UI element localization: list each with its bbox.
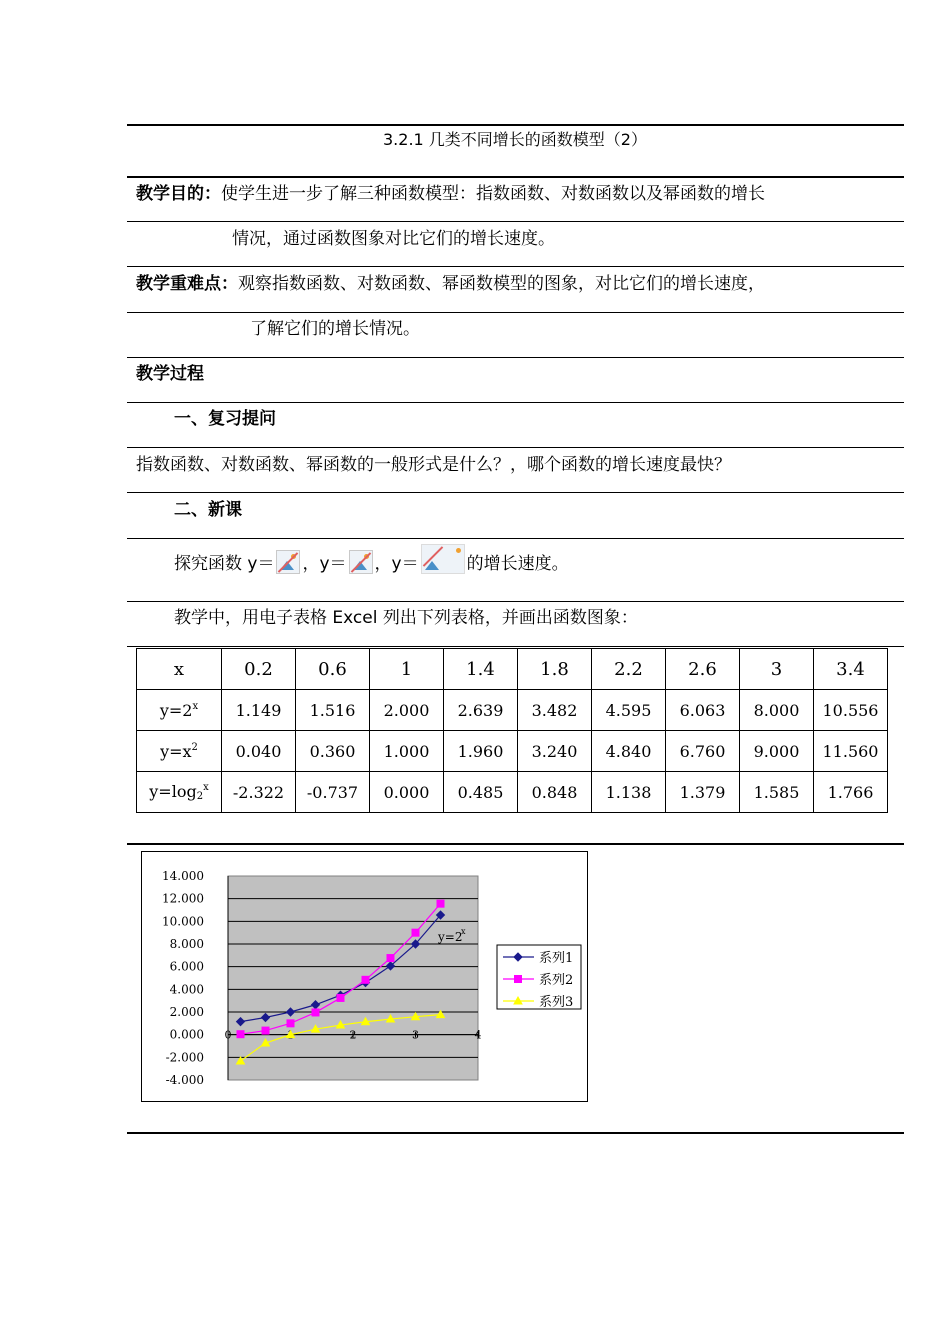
table-cell: 6.063: [666, 690, 740, 731]
explore-line: [174, 544, 569, 575]
table-cell: 0.485: [444, 772, 518, 813]
table-cell: -2.322: [222, 772, 296, 813]
page-title: 3.2.1 几类不同增长的函数模型（2）: [383, 130, 647, 149]
objective-text-2: 情况，通过函数图象对比它们的增长速度。: [232, 229, 555, 249]
explore-sep-2: ，y＝: [374, 554, 419, 574]
rule-9: [127, 538, 904, 539]
table-cell: 3.482: [518, 690, 592, 731]
y-tick-label: -2.000: [165, 1050, 204, 1065]
objective-line-1: [136, 183, 765, 205]
table-header-cell: 0.2: [222, 649, 296, 690]
section2-heading: 二、新课: [174, 500, 242, 520]
data-point: [387, 955, 394, 962]
table-header-cell: x: [137, 649, 222, 690]
y-tick-label: 2.000: [169, 1005, 204, 1019]
data-point: [362, 976, 369, 983]
bottom-rule: [127, 1132, 904, 1134]
data-point: [437, 900, 444, 907]
legend-label: 系列3: [539, 995, 574, 1010]
formula-image-icon: [276, 550, 300, 574]
table-cell: 1.516: [296, 690, 370, 731]
excel-text: 教学中，用电子表格 Excel 列出下列表格，并画出函数图象：: [174, 608, 638, 628]
x-tick-label: 2: [349, 1028, 357, 1042]
values-table: [136, 648, 888, 813]
x-tick-label: 3: [412, 1028, 419, 1042]
data-point: [337, 994, 344, 1001]
curve-annotation-sup: x: [461, 927, 466, 936]
objective-text-1: 使学生进一步了解三种函数模型：指数函数、对数函数以及幂函数的增长: [221, 184, 765, 204]
rule-1: [127, 176, 904, 178]
table-cell: 6.760: [666, 731, 740, 772]
table-cell: 10.556: [814, 690, 888, 731]
table-cell: 1.138: [592, 772, 666, 813]
process-heading: 教学过程: [136, 364, 204, 384]
table-cell: 2.000: [370, 690, 444, 731]
x-tick-label: 4: [474, 1028, 482, 1042]
top-rule: [127, 124, 904, 126]
legend-label: 系列2: [539, 973, 574, 988]
legend-marker: [515, 976, 522, 983]
y-tick-label: -4.000: [165, 1073, 204, 1087]
table-header-cell: 0.6: [296, 649, 370, 690]
data-point: [412, 929, 419, 936]
table-header-cell: 1: [370, 649, 444, 690]
section1-heading: 一、复习提问: [174, 409, 276, 429]
y-tick-label: 10.000: [162, 914, 204, 929]
legend-label: 系列1: [539, 951, 574, 966]
objective-label: 教学目的：: [136, 184, 221, 204]
table-cell: 1.149: [222, 690, 296, 731]
chart-frame: [141, 851, 588, 1102]
y-tick-label: 14.000: [162, 869, 204, 883]
table-cell: 8.000: [740, 690, 814, 731]
explore-suffix: 的增长速度。: [466, 554, 569, 574]
explore-prefix: 探究函数 y＝: [174, 554, 275, 574]
review-question: 指数函数、对数函数、幂函数的一般形式是什么？，哪个函数的增长速度最快？: [136, 455, 731, 475]
explore-sep-1: ，y＝: [302, 554, 347, 574]
rule-10: [127, 601, 904, 602]
rule-5: [127, 357, 904, 358]
formula-image-icon: [421, 544, 465, 574]
table-cell: 9.000: [740, 731, 814, 772]
table-header-cell: 2.6: [666, 649, 740, 690]
table-header-cell: 1.8: [518, 649, 592, 690]
table-cell: 0.040: [222, 731, 296, 772]
data-point: [262, 1027, 269, 1034]
difficulty-text-2: 了解它们的增长情况。: [250, 319, 420, 339]
curve-annotation: y=2: [438, 930, 463, 944]
y-tick-label: 8.000: [169, 937, 204, 951]
difficulty-line-1: [136, 273, 765, 295]
table-cell: 4.840: [592, 731, 666, 772]
data-point: [287, 1020, 294, 1027]
table-cell: 1.766: [814, 772, 888, 813]
rule-6: [127, 402, 904, 403]
table-cell: 0.360: [296, 731, 370, 772]
table-header-cell: 3.4: [814, 649, 888, 690]
row-label: $y=2^x$: [137, 690, 222, 731]
table-cell: 1.585: [740, 772, 814, 813]
difficulty-text-1: 观察指数函数、对数函数、幂函数模型的图象，对比它们的增长速度，: [238, 274, 765, 294]
table-cell: -0.737: [296, 772, 370, 813]
rule-12: [127, 843, 904, 845]
rule-2: [127, 221, 904, 222]
table-cell: 3.240: [518, 731, 592, 772]
y-tick-label: 6.000: [169, 959, 204, 974]
x-tick-label: 0: [224, 1028, 232, 1042]
data-point: [312, 1009, 319, 1016]
table-cell: 0.000: [370, 772, 444, 813]
row-label: $y=\log_2^x$: [137, 772, 222, 813]
table-cell: 2.639: [444, 690, 518, 731]
y-tick-label: 0.000: [169, 1027, 204, 1042]
rule-11: [127, 646, 904, 647]
rule-8: [127, 492, 904, 493]
table-row: [137, 731, 888, 772]
table-row: [137, 690, 888, 731]
table-cell: 11.560: [814, 731, 888, 772]
table-header-row: [137, 649, 888, 690]
function-growth-chart: [142, 852, 587, 1101]
data-point: [237, 1031, 244, 1038]
table-cell: 4.595: [592, 690, 666, 731]
rule-3: [127, 266, 904, 267]
table-cell: 1.379: [666, 772, 740, 813]
table-header-cell: 2.2: [592, 649, 666, 690]
table-header-cell: 1.4: [444, 649, 518, 690]
rule-7: [127, 447, 904, 448]
table-header-cell: 3: [740, 649, 814, 690]
y-tick-label: 12.000: [162, 891, 204, 906]
formula-image-icon: [349, 550, 373, 574]
table-cell: 1.960: [444, 731, 518, 772]
rule-4: [127, 312, 904, 313]
table-cell: 0.848: [518, 772, 592, 813]
y-tick-label: 4.000: [169, 982, 204, 997]
difficulty-label: 教学重难点：: [136, 274, 238, 294]
table-row: [137, 772, 888, 813]
table-cell: 1.000: [370, 731, 444, 772]
row-label: $y=x^2$: [137, 731, 222, 772]
